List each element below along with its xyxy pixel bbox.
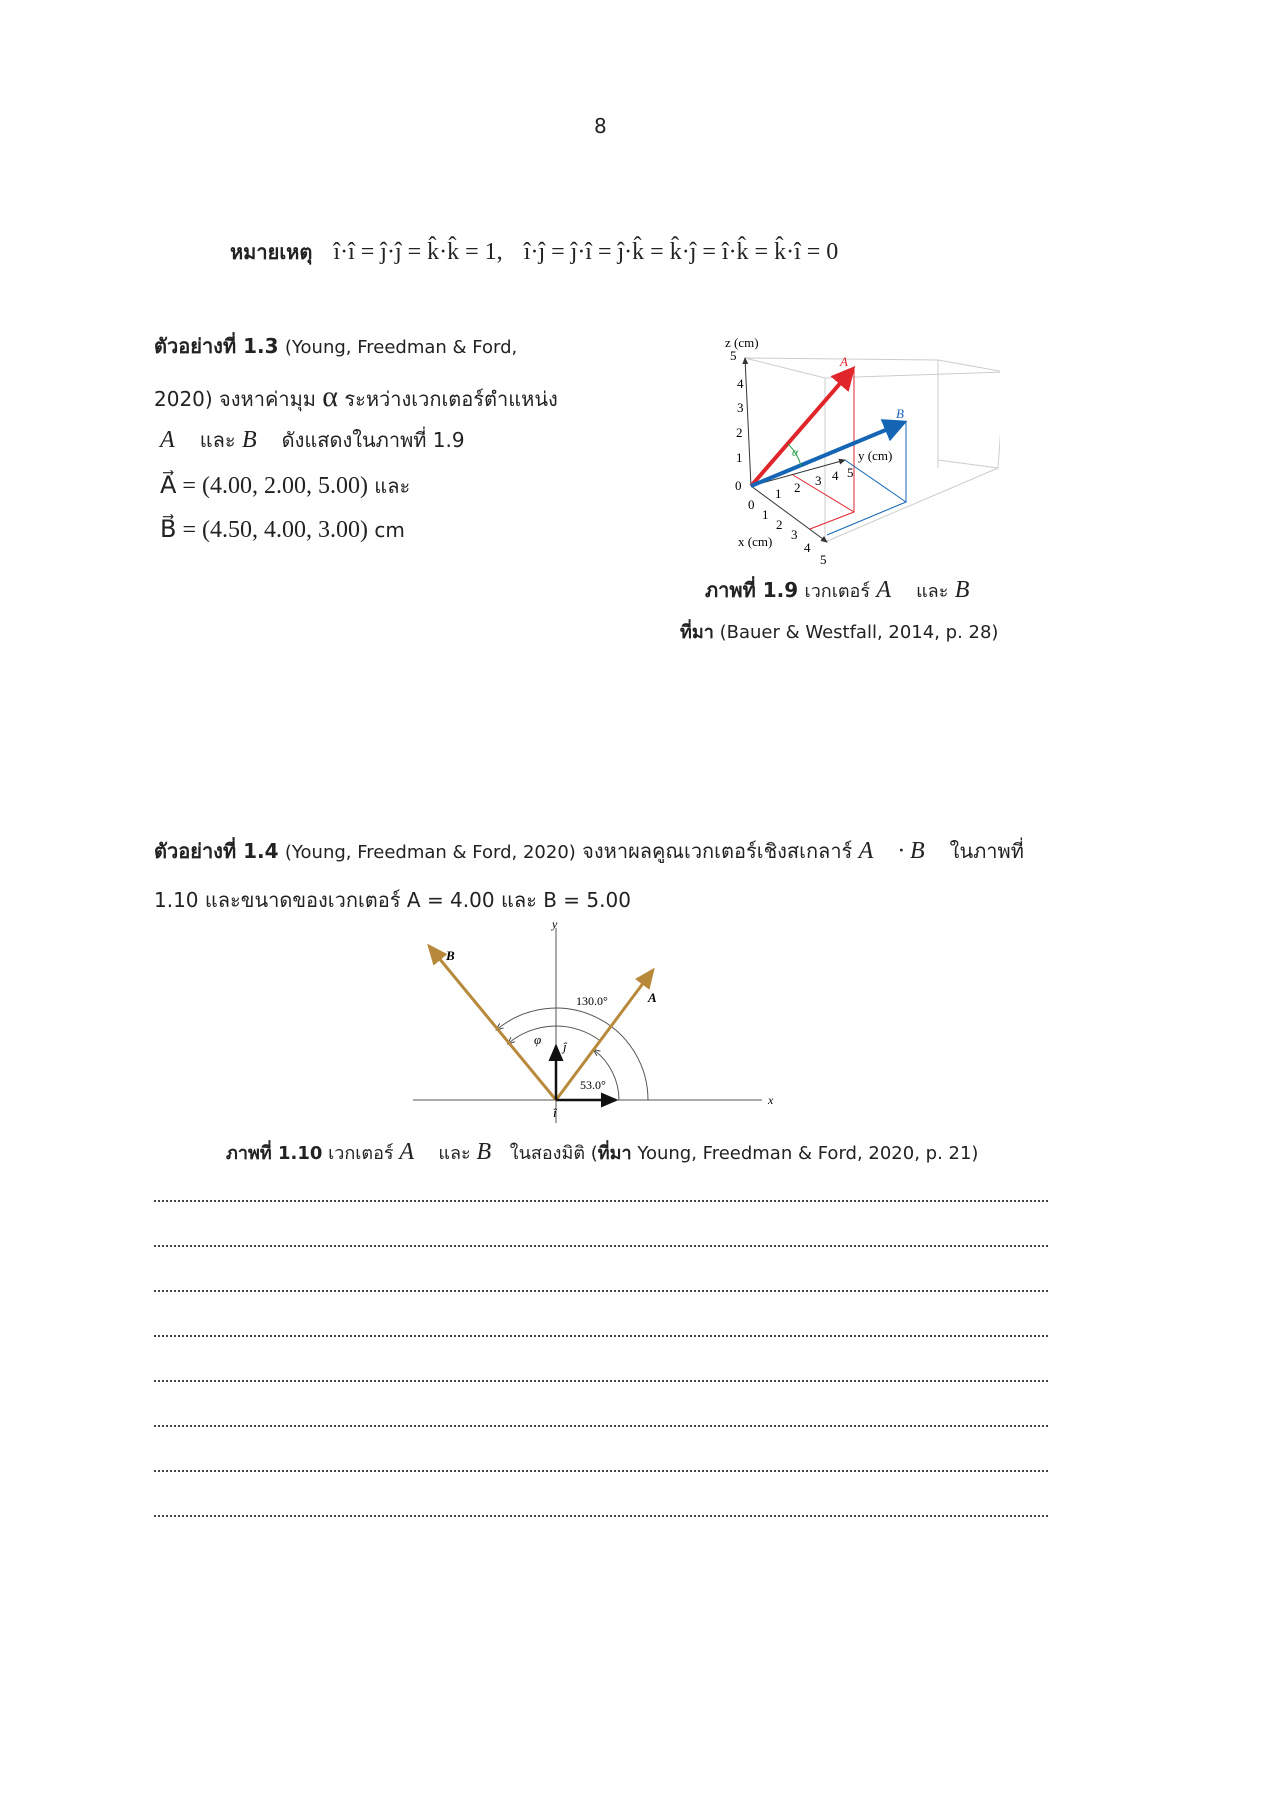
text: จงหาผลคูณเวกเตอร์เชิงสเกลาร์ [582,839,853,863]
vector-a: A⃗ [876,577,910,603]
tick: 2 [736,425,743,440]
dot-product: A⃗ · B⃗ [858,838,944,864]
vector-b: B⃗ [476,1139,510,1165]
tick: 2 [776,517,783,532]
vector-b-label: B⃗ [446,948,465,963]
tick: 3 [815,473,822,488]
example-14-line2: 1.10 และขนาดของเวกเตอร์ A = 4.00 และ B = 5.00 [154,888,631,912]
figure-1-9-source [680,617,998,646]
example-13-heading [154,330,517,362]
tick: 4 [832,468,839,483]
text: เวกเตอร์ [804,581,871,602]
unit-j-label: ĵ [563,1039,567,1054]
equation: A⃗ = (4.00, 2.00, 5.00) [160,473,368,499]
arc-53 [594,1050,619,1100]
alpha-label: α [792,445,799,459]
alpha-symbol: α [322,380,339,413]
x-tick-labels [748,497,827,567]
example-14-title: ตัวอย่างที่ 1.4 [154,839,279,863]
y-axis-label: y [552,920,558,931]
page-number: 8 [594,114,607,138]
example-13-ref: (Young, Freedman & Ford, [284,337,518,358]
z-axis [745,358,751,486]
text: ระหว่างเวกเตอร์ตำแหน่ง [344,387,558,411]
example-13-line3 [160,424,465,456]
tick: 3 [791,527,798,542]
answer-line[interactable] [154,1425,1048,1427]
vector-a-label: A⃗ [840,354,859,369]
answer-line[interactable] [154,1335,1048,1337]
vector-a: A⃗ [160,427,194,453]
figure-1-9-caption [705,574,988,606]
vector-b: B⃗ [954,577,989,603]
tick: 5 [820,552,827,567]
unit: cm [374,518,405,542]
tick: 1 [736,450,743,465]
text: และ [374,474,411,498]
answer-line[interactable] [154,1515,1048,1517]
tick: 4 [737,376,744,391]
figure-1-10-caption [226,1138,978,1167]
source-text: (Bauer & Westfall, 2014, p. 28) [719,622,999,643]
angle-130-label: 130.0° [576,994,608,1008]
note-label: หมายเหตุ [230,240,313,264]
text: 2020) จงหาค่ามุม [154,387,316,411]
tick: 0 [735,478,742,493]
tick: 3 [737,400,744,415]
tick: 2 [794,480,801,495]
tick: 5 [730,348,737,363]
y-axis-label: y (cm) [858,448,893,463]
tick: 4 [804,540,811,555]
figure-1-9-3d-vectors [680,320,1000,570]
equation-a [160,470,410,502]
note [230,236,838,268]
phi-label: φ [534,1032,542,1047]
tick: 5 [847,465,854,480]
example-13-title: ตัวอย่างที่ 1.3 [154,334,279,358]
arc-phi [508,1026,600,1043]
text: ในสองมิติ ( [509,1143,598,1164]
equation-b [160,515,405,544]
source-label: ที่มา [680,622,714,643]
x-axis-label: x (cm) [738,534,773,549]
z-tick-labels [730,348,744,493]
tick: 1 [775,486,782,501]
example-13-line2 [154,380,558,415]
source-label: ที่มา [597,1143,632,1164]
text: ดังแสดงในภาพที่ 1.9 [281,428,465,452]
x-axis-label: x [768,1093,774,1107]
tick: 1 [762,507,769,522]
note-formula-2: î·ĵ = ĵ·î = ĵ·k̂ = k̂·ĵ = î·k̂ = k̂·î = 0 [523,239,839,265]
vector-b-arrow [429,946,556,1100]
ref: (Young, Freedman & Ford, 2020) [284,842,576,863]
text: และ [438,1143,471,1164]
tick: 0 [748,497,755,512]
text: และ [199,428,236,452]
caption-label: ภาพที่ 1.9 [705,578,799,602]
answer-line[interactable] [154,1290,1048,1292]
vector-a-label: A⃗ [648,990,667,1005]
text: ในภาพที่ [949,839,1024,863]
text: และ [916,581,949,602]
answer-line[interactable] [154,1380,1048,1382]
z-axis-label: z (cm) [725,335,759,350]
answer-line[interactable] [154,1200,1048,1202]
vector-a: A⃗ [399,1139,433,1165]
source-text: Young, Freedman & Ford, 2020, p. 21) [637,1143,979,1164]
answer-line[interactable] [154,1245,1048,1247]
vector-b-label: B⃗ [896,406,915,421]
vector-b: B⃗ [241,427,276,453]
unit-i-label: î [553,1105,557,1120]
figure-1-10-2d-vectors [400,920,800,1130]
answer-line[interactable] [154,1470,1048,1472]
text: เวกเตอร์ [328,1143,394,1164]
caption-label: ภาพที่ 1.10 [226,1143,323,1164]
equation: B⃗ = (4.50, 4.00, 3.00) [160,517,368,543]
angle-53-label: 53.0° [580,1078,606,1092]
example-14-heading [154,835,1024,867]
note-formula-1: î·î = ĵ·ĵ = k̂·k̂ = 1, [333,239,503,265]
